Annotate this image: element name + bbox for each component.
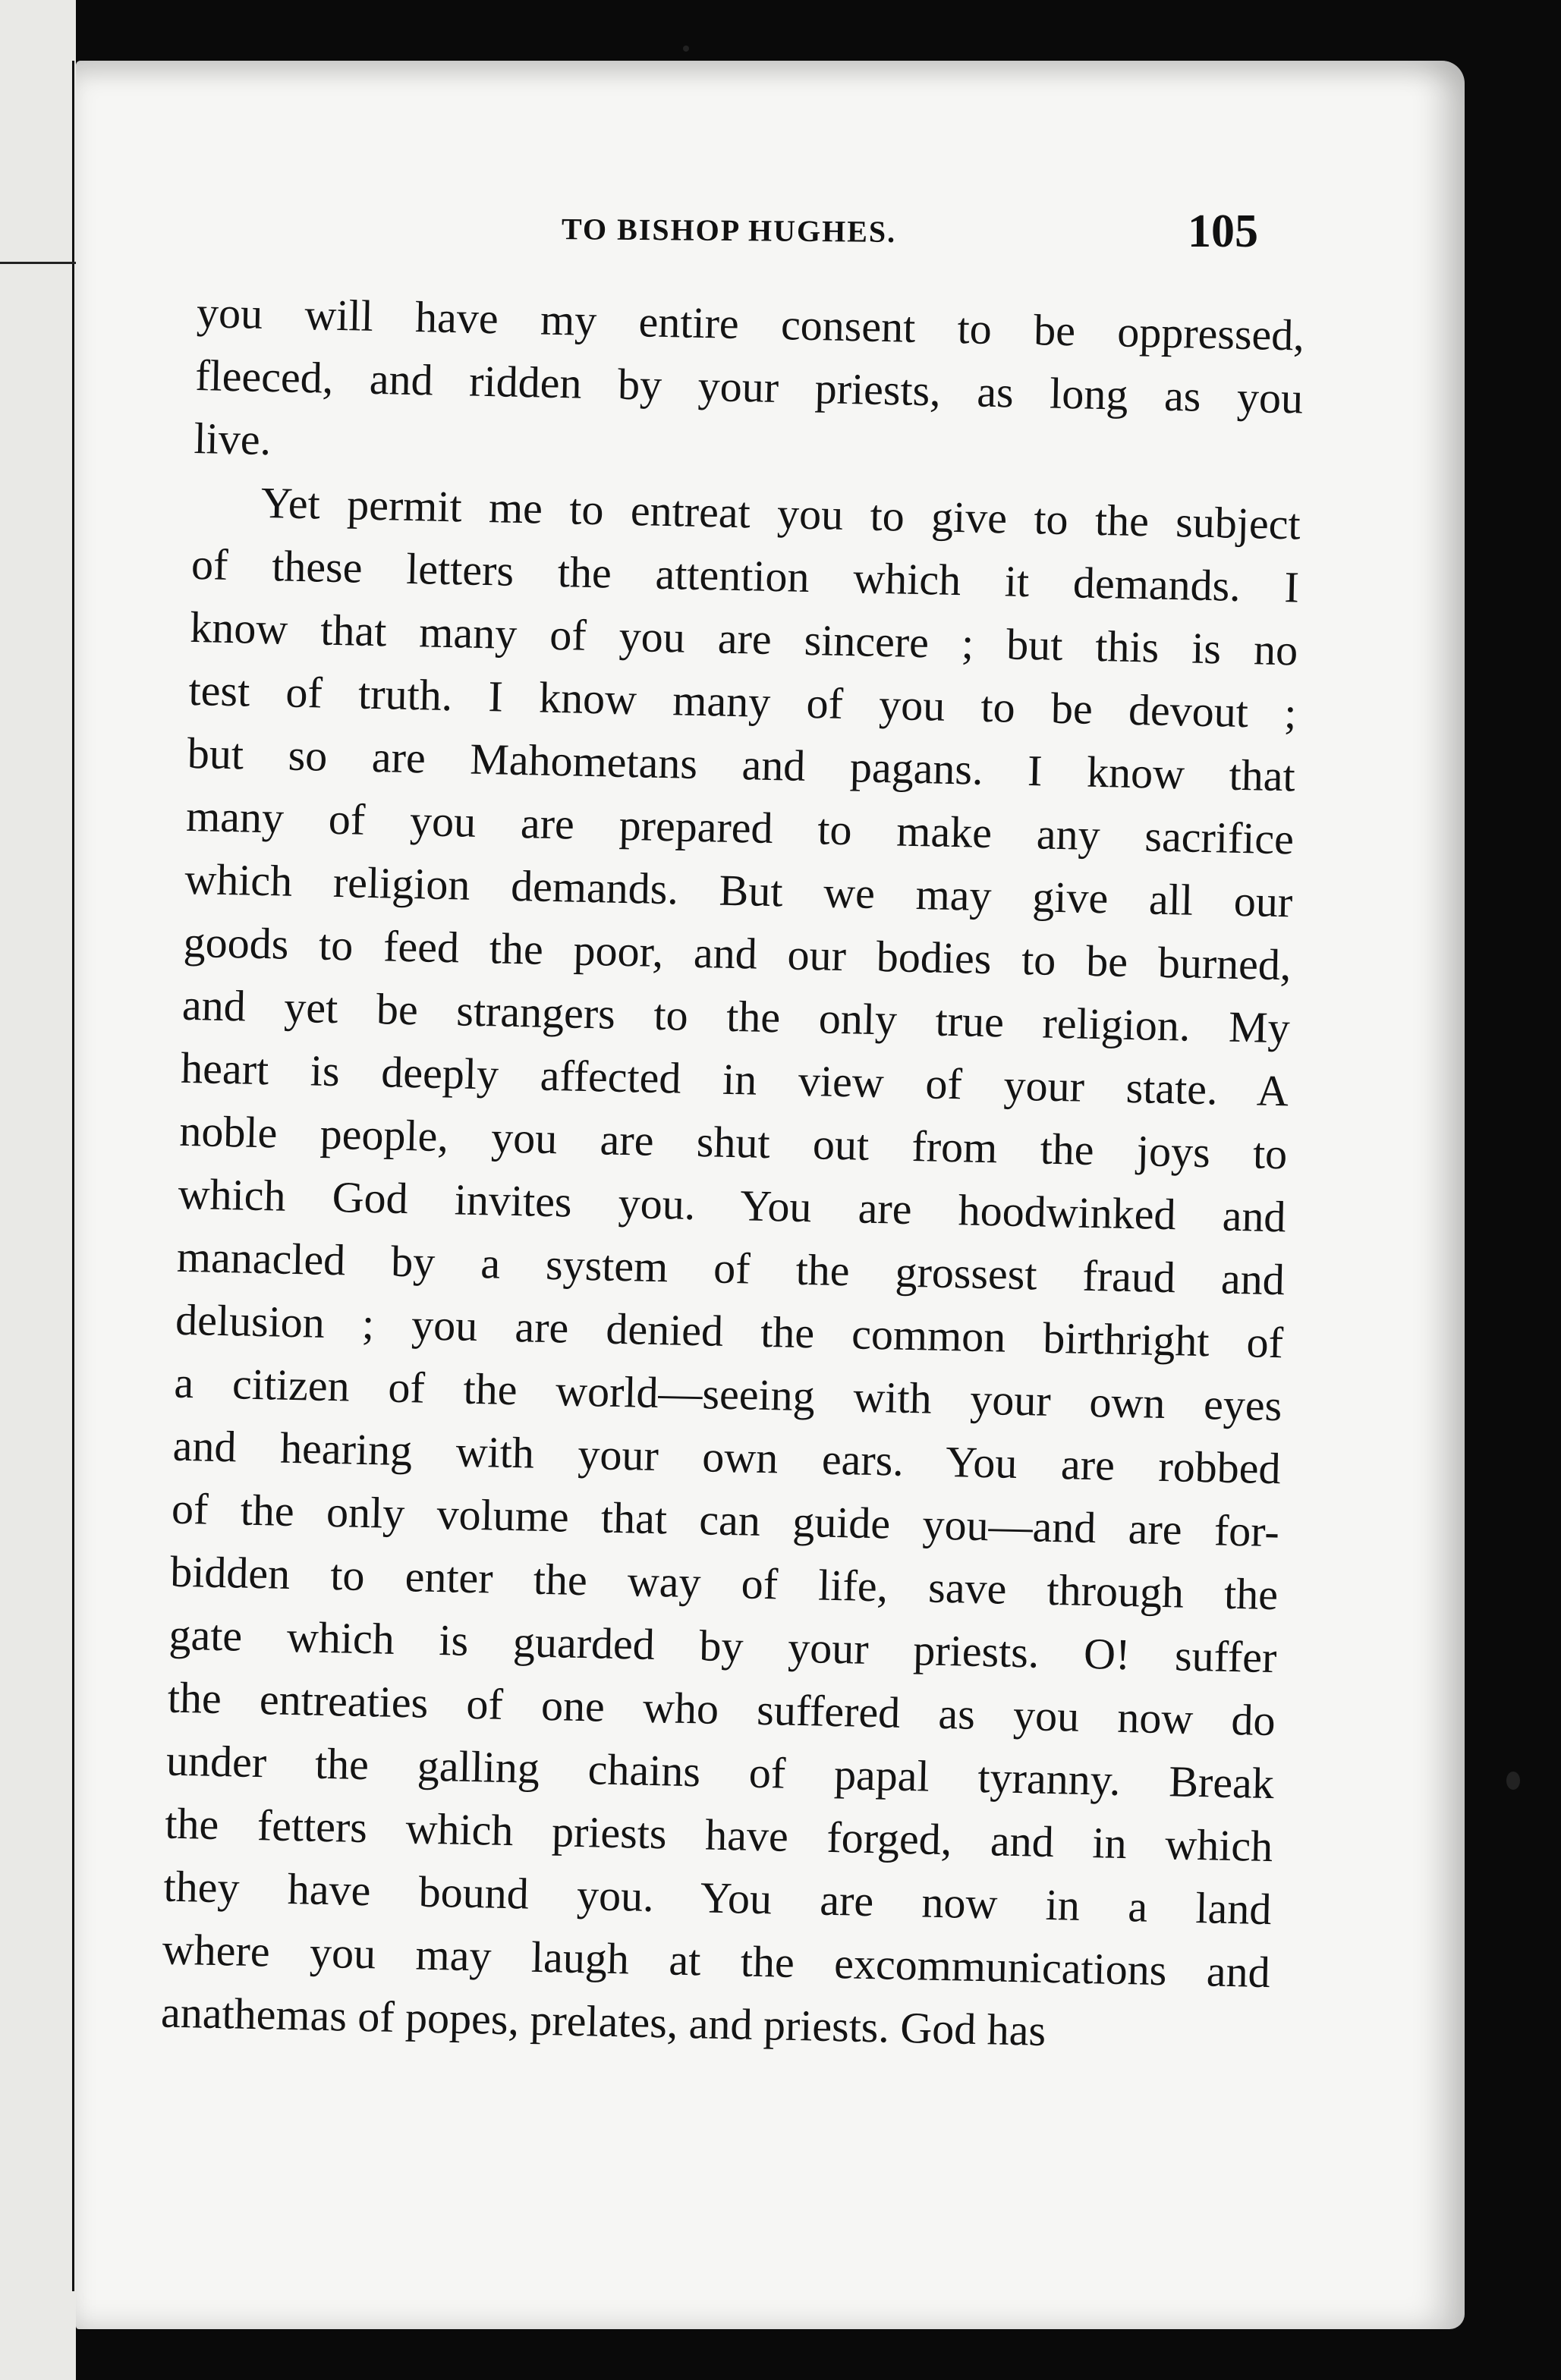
text-line: know that many of you are sincere ; but this is no [189,602,1298,675]
text-line: bidden to enter the way of life, save through the [169,1546,1279,1620]
paragraph-1 [194,281,1305,493]
scan-speck [683,46,689,52]
text-line: of the only volume that can guide you—and are for- [171,1483,1280,1557]
text-line: under the galling chains of papal tyranny. Break [165,1735,1275,1809]
text-line: but so are Mahometans and pagans. I know that [187,728,1296,801]
text-line: gate which is guarded by your priests. O! suffer [168,1609,1277,1683]
text-line: a citizen of the world—seeing with your own eyes [173,1357,1282,1431]
text-line: manacled by a system of the grossest fraud and [176,1231,1286,1305]
text-line: they have bound you. You are now in a land [162,1861,1273,1935]
text-line: noble people, you are shut out from the joys to [178,1105,1288,1179]
text-line: many of you are prepared to make any sacrifice [185,791,1295,864]
text-line: test of truth. I know many of you to be devout ; [188,665,1298,738]
text-line: and hearing with your own ears. You are robbed [172,1420,1282,1494]
running-head: TO BISHOP HUGHES. [561,212,897,249]
text-line: the fetters which priests have forged, and in which [164,1798,1273,1872]
text-line: anathemas of popes, prelates, and priests. God has [160,1987,1046,2055]
text-line: you will have my entire consent to be oppressed, [196,287,1305,360]
text-line: of these letters the attention which it demands. I [190,539,1300,612]
scan-speck [1506,1772,1520,1790]
text-line: fleeced, and ridden by your priests, as long as you [194,350,1304,423]
facing-page-edge [0,0,76,2380]
page-body [160,281,1305,2067]
page-number: 105 [1188,206,1258,257]
text-line: goods to feed the poor, and our bodies to be burned, [183,916,1292,990]
text-line: and yet be strangers to the only true religion. My [181,979,1291,1053]
text-line: delusion ; you are denied the common birthright of [175,1294,1284,1368]
margin-mark [0,262,76,264]
text-line: which God invites you. You are hoodwinked and [178,1168,1287,1242]
text-line: which religion demands. But we may give all our [184,854,1293,927]
text-line: heart is deeply affected in view of your state. A [180,1042,1289,1116]
paragraph-2 [160,470,1301,2067]
text-line: the entreaties of one who suffered as you now do [167,1672,1276,1746]
text-line: where you may laugh at the excommunications and [162,1924,1271,1998]
text-line: Yet permit me to entreat you to give to the subject [260,477,1301,549]
text-line: live. [193,413,272,465]
